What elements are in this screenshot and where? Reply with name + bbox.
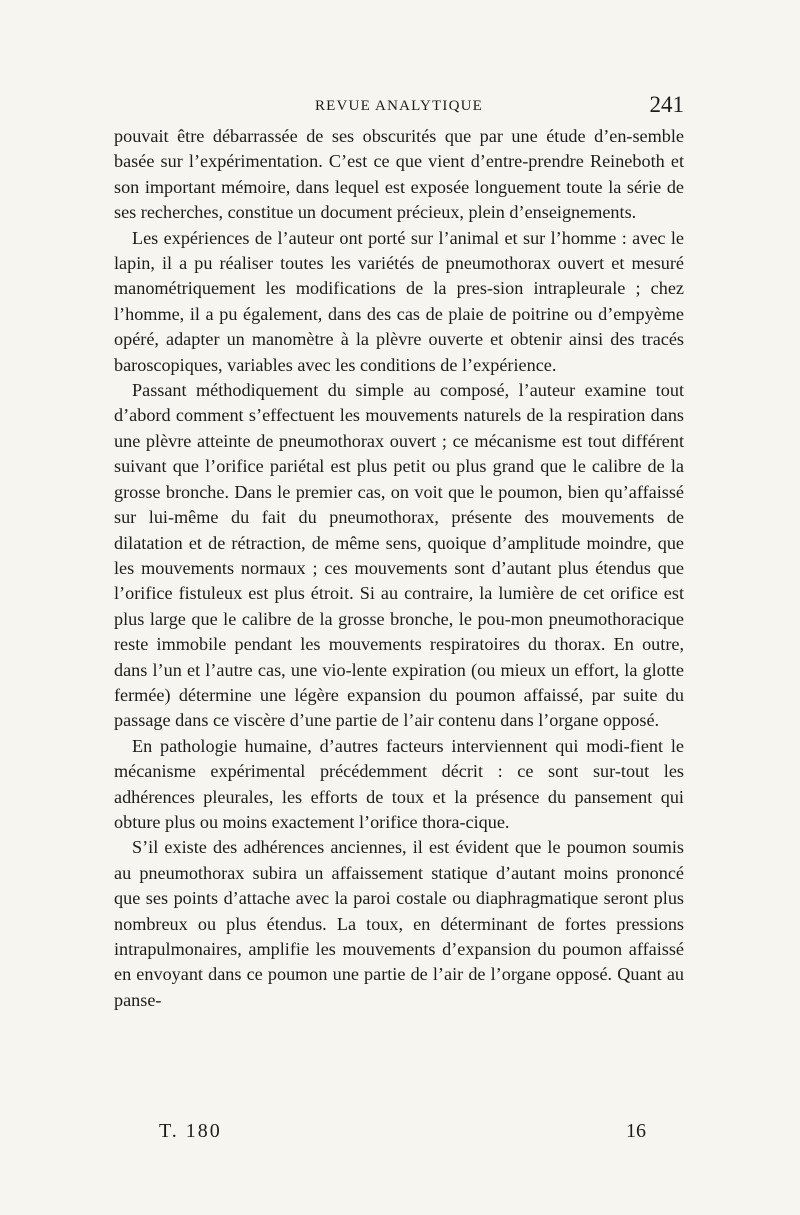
body-text: [114, 124, 684, 1013]
paragraph: pouvait être débarrassée de ses obscurités que par une étude d’en-semble basée sur l’expérimentation. C’est ce que vient d’entre-prendre Reineboth et son important mémoire, dans lequel est exposée longuement toute la série de ses recherches, constitue un document précieux, plein d’enseignements.: [114, 126, 684, 223]
paragraph: En pathologie humaine, d’autres facteurs interviennent qui modi-fient le mécanisme expérimental précédemment décrit : ce sont sur-tout les adhérences pleurales, les efforts de toux et la présence du pansement qui obture plus ou moins exactement l’orifice thora-cique.: [114, 735, 684, 832]
signature-mark: T. 180: [159, 1120, 222, 1142]
paragraph: S’il existe des adhérences anciennes, il est évident que le poumon soumis au pneumothorax subira un affaissement statique d’autant moins prononcé que ses points d’attache avec la paroi costale ou diaphragmatique seront plus nombreux ou plus étendus. La toux, en déterminant de fortes pressions intrapulmonaires, amplifie les mouvements d’expansion du poumon affaissé en envoyant dans ce poumon une partie de l’air de l’organe opposé. Quant au panse-: [114, 837, 684, 1010]
running-head: [114, 92, 684, 122]
sheet-number: 16: [626, 1120, 646, 1142]
running-title: REVUE ANALYTIQUE: [314, 98, 484, 114]
page-footer: [114, 1120, 684, 1150]
page-number: 241: [649, 92, 684, 117]
paragraph: Passant méthodiquement du simple au composé, l’auteur examine tout d’abord comment s’effectuent les mouvements naturels de la respiration dans une plèvre atteinte de pneumothorax ouvert ; ce mécanisme est tout différent suivant que l’orifice pariétal est plus petit ou plus grand que le calibre de la grosse bronche. Dans le premier cas, on voit que le poumon, bien qu’affaissé sur lui-même du fait du pneumothorax, présente des mouvements de dilatation et de rétraction, de même sens, quoique d’amplitude moindre, que les mouvements normaux ; ces mouvements sont d’autant plus étendus que l’orifice fistuleux est plus étroit. Si au contraire, la lumière de cet orifice est plus large que le calibre de la grosse bronche, le pou-mon pneumothoracique reste immobile pendant les mouvements respiratoires du thorax. En outre, dans l’un et l’autre cas, une vio-lente expiration (ou mieux un effort, la glotte fermée) détermine une légère expansion du poumon affaissé, par suite du passage dans ce viscère d’une partie de l’air contenu dans l’organe opposé.: [114, 380, 684, 731]
paragraph: Les expériences de l’auteur ont porté sur l’animal et sur l’homme : avec le lapin, il a pu réaliser toutes les variétés de pneumothorax ouvert et mesuré manométriquement les modifications de la pres-sion intrapleurale ; chez l’homme, il a pu également, dans des cas de plaie de poitrine ou d’empyème opéré, adapter un manomètre à la plèvre ouverte et obtenir ainsi des tracés baroscopiques, variables avec les conditions de l’expérience.: [114, 227, 684, 375]
